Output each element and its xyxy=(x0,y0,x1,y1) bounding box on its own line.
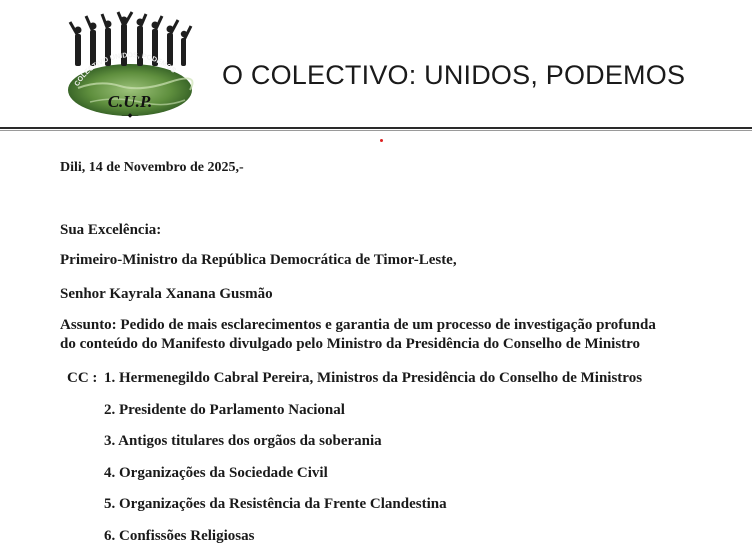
scan-speck xyxy=(380,139,383,142)
header-divider-shadow xyxy=(0,130,752,131)
logo-initials: C.U.P. xyxy=(107,92,153,111)
cc-item: 4. Organizações da Sociedade Civil xyxy=(104,465,328,481)
subject-line-2: do conteúdo do Manifesto divulgado pelo Ministro da Presidência do Conselho de Ministro xyxy=(60,336,641,352)
place-date: Dili, 14 de Novembro de 2025,- xyxy=(60,160,244,175)
cc-item: 3. Antigos titulares dos orgãos da soberania xyxy=(104,433,382,449)
addressee-title: Primeiro-Ministro da República Democrática de Timor-Leste, xyxy=(60,252,457,268)
logo-arc-text: COLECTIVO UNIDOS, PODEMOS xyxy=(73,52,177,88)
cc-item: 5. Organizações da Resistência da Frente Clandestina xyxy=(104,496,447,512)
logo-ornament: —◆— xyxy=(121,113,139,119)
cc-item: 6. Confissões Religiosas xyxy=(104,528,255,544)
addressee-name: Senhor Kayrala Xanana Gusmão xyxy=(60,286,273,302)
cc-item: 1. Hermenegildo Cabral Pereira, Ministros da Presidência do Conselho de Ministros xyxy=(104,370,643,386)
header-divider xyxy=(0,127,752,129)
cc-item: 2. Presidente do Parlamento Nacional xyxy=(104,402,345,418)
cup-logo xyxy=(60,10,200,120)
salutation: Sua Excelência: xyxy=(60,222,162,238)
subject-line-1: Assunto: Pedido de mais esclarecimentos e garantia de um processo de investigação profunda xyxy=(60,317,656,333)
cc-label: CC : xyxy=(67,370,98,386)
organization-title: O COLECTIVO: UNIDOS, PODEMOS xyxy=(222,60,686,90)
